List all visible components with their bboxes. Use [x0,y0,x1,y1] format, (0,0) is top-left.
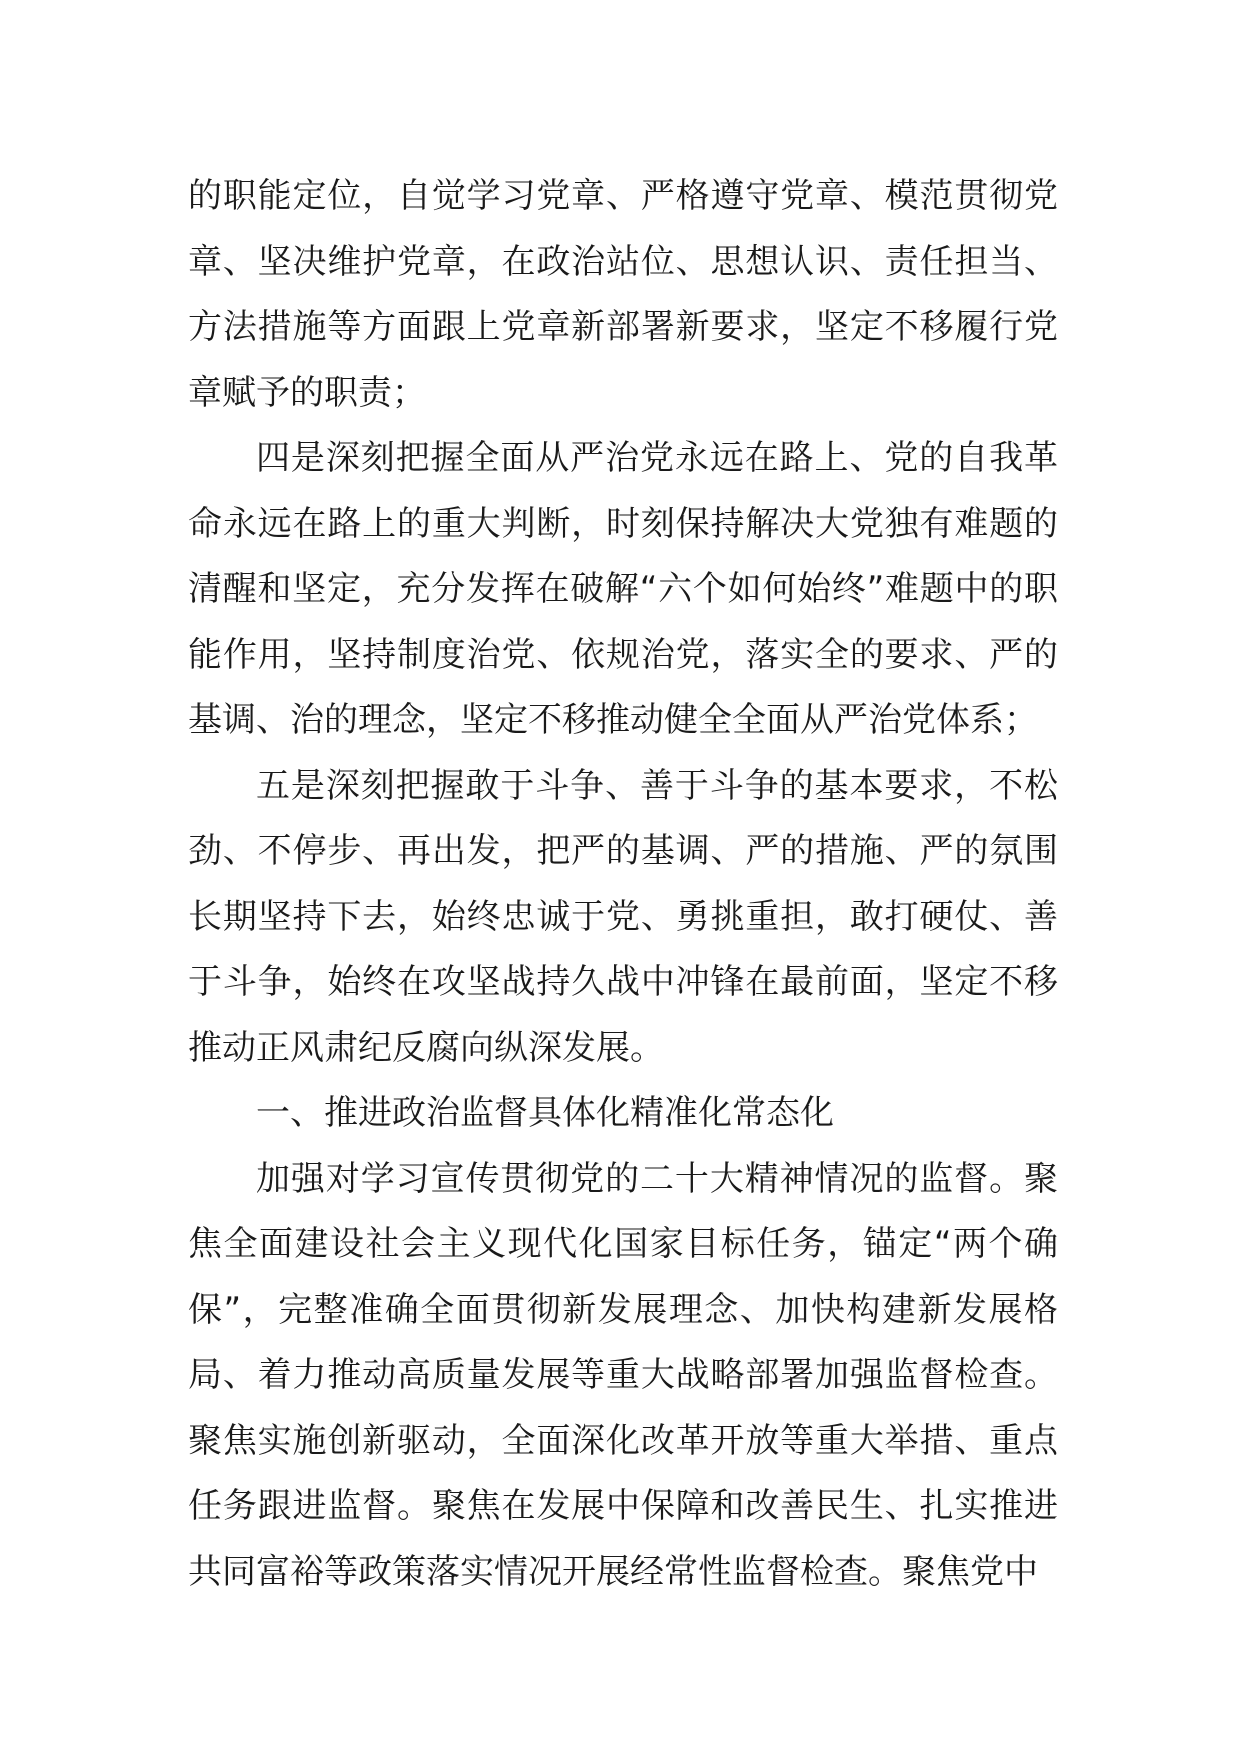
paragraph-2: 四是深刻把握全面从严治党永远在路上、党的自我革命永远在路上的重大判断，时刻保持解决大党独有难题的清醒和坚定，充分发挥在破解“六个如何始终”难题中的职能作用，坚持制度治党、依规治党，落实全的要求、严的基调、治的理念，坚定不移推动健全全面从严治党体系； [188,438,1058,740]
section-heading: 一、推进政治监督具体化精准化常态化 [256,1093,834,1133]
paragraph-1: 的职能定位，自觉学习党章、严格遵守党章、模范贯彻党章、坚决维护党章，在政治站位、思想认识、责任担当、方法措施等方面跟上党章新部署新要求，坚定不移履行党章赋予的职责； [188,176,1058,413]
document-body [188,164,1058,1605]
paragraph-4: 加强对学习宣传贯彻党的二十大精神情况的监督。聚焦全面建设社会主义现代化国家目标任务，锚定“两个确保”，完整准确全面贯彻新发展理念、加快构建新发展格局、着力推动高质量发展等重大战略部署加强监督检查。聚焦实施创新驱动，全面深化改革开放等重大举措、重点任务跟进监督。聚焦在发展中保障和改善民生、扎实推进共同富裕等政策落实情况开展经常性监督检查。聚焦党中 [188,1158,1058,1592]
paragraph-3: 五是深刻把握敢于斗争、善于斗争的基本要求，不松劲、不停步、再出发，把严的基调、严的措施、严的氛围长期坚持下去，始终忠诚于党、勇挑重担，敢打硬仗、善于斗争，始终在攻坚战持久战中冲锋在最前面，坚定不移推动正风肃纪反腐向纵深发展。 [188,765,1058,1068]
